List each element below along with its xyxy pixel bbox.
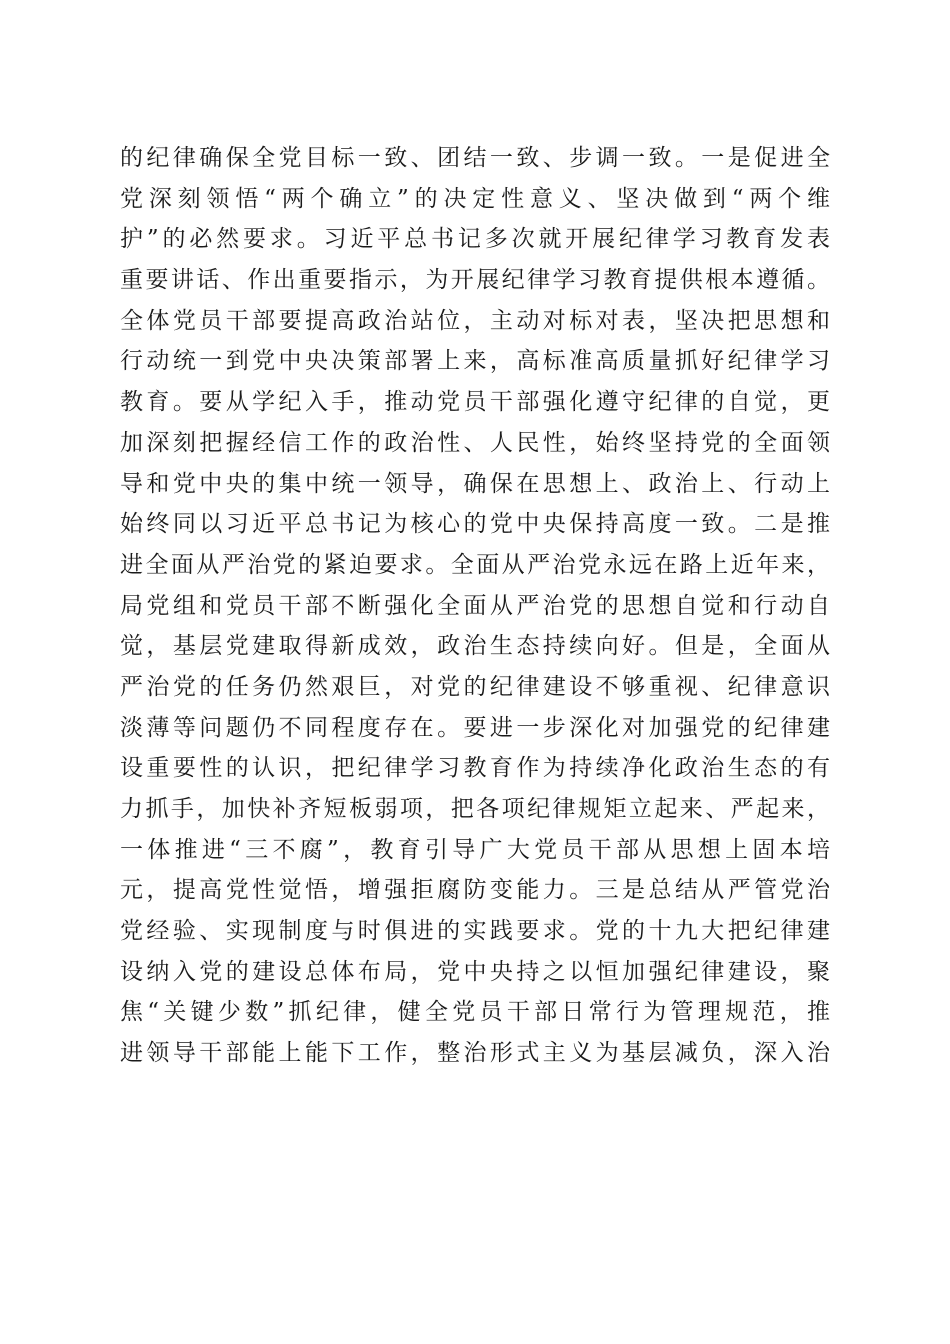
text-line-14: 严治党的任务仍然艰巨，对党的纪律建设不够重视、纪律意识 [120, 673, 830, 700]
text-line-10: 始终同以习近平总书记为核心的党中央保持高度一致。二是推 [120, 511, 830, 538]
text-line-11: 进全面从严治党的紧迫要求。全面从严治党永远在路上近年来， [120, 551, 830, 578]
text-line-2: 党深刻领悟“两个确立”的决定性意义、坚决做到“两个维 [120, 185, 830, 212]
text-line-13: 觉，基层党建取得新成效，政治生态持续向好。但是，全面从 [120, 633, 830, 660]
text-line-1: 的纪律确保全党目标一致、团结一致、步调一致。一是促进全 [120, 145, 830, 171]
text-line-18: 一体推进“三不腐”，教育引导广大党员干部从思想上固本培 [120, 836, 830, 863]
text-line-6: 行动统一到党中央决策部署上来，高标准高质量抓好纪律学习 [120, 348, 830, 375]
text-line-15: 淡薄等问题仍不同程度存在。要进一步深化对加强党的纪律建 [120, 714, 830, 741]
text-line-3: 护”的必然要求。习近平总书记多次就开展纪律学习教育发表 [120, 226, 830, 253]
text-line-12: 局党组和党员干部不断强化全面从严治党的思想自觉和行动自 [120, 592, 830, 619]
text-line-19: 元，提高党性觉悟，增强拒腐防变能力。三是总结从严管党治 [120, 877, 830, 904]
text-line-9: 导和党中央的集中统一领导，确保在思想上、政治上、行动上 [120, 470, 830, 497]
text-line-20: 党经验、实现制度与时俱进的实践要求。党的十九大把纪律建 [120, 918, 830, 945]
text-line-22: 焦“关键少数”抓纪律，健全党员干部日常行为管理规范，推 [120, 999, 830, 1026]
body-text [120, 138, 830, 1074]
text-line-5: 全体党员干部要提高政治站位，主动对标对表，坚决把思想和 [120, 307, 830, 334]
text-line-16: 设重要性的认识，把纪律学习教育作为持续净化政治生态的有 [120, 755, 830, 782]
text-line-4: 重要讲话、作出重要指示，为开展纪律学习教育提供根本遵循。 [120, 267, 830, 294]
text-line-7: 教育。要从学纪入手，推动党员干部强化遵守纪律的自觉，更 [120, 389, 830, 416]
text-line-21: 设纳入党的建设总体布局，党中央持之以恒加强纪律建设，聚 [120, 958, 830, 985]
text-line-17: 力抓手，加快补齐短板弱项，把各项纪律规矩立起来、严起来， [120, 796, 830, 822]
text-line-8: 加深刻把握经信工作的政治性、人民性，始终坚持党的全面领 [120, 429, 830, 456]
text-line-23: 进领导干部能上能下工作，整治形式主义为基层减负，深入治 [120, 1040, 830, 1067]
